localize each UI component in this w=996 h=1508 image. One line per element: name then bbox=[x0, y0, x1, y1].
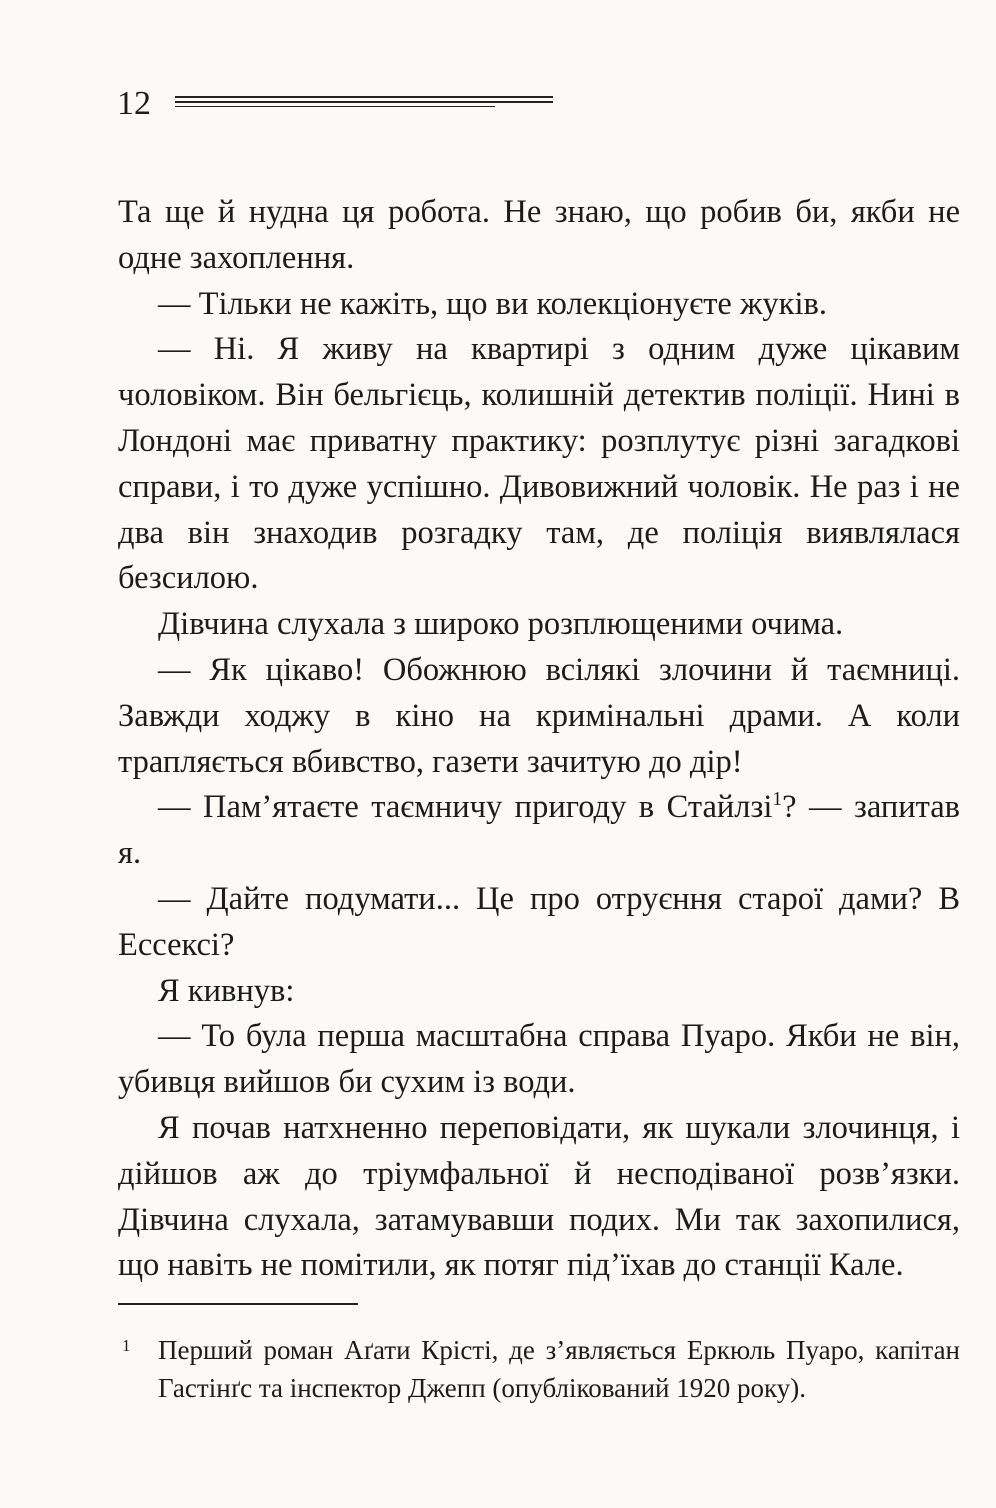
paragraph bbox=[118, 785, 960, 877]
footnote-reference[interactable]: 1 bbox=[772, 789, 783, 811]
paragraph: Дівчина слухала з широко розплющеними очима. bbox=[158, 606, 844, 643]
paragraph: — Як цікаво! Обожнюю всілякі злочини й таємниці. Завжди ходжу в кіно на кримінальні драми. А коли трапляється вбивство, газети зачитую до дір! bbox=[118, 651, 960, 780]
footnote-marker: 1 bbox=[122, 1336, 131, 1355]
page-header bbox=[117, 82, 557, 126]
footnote bbox=[118, 1331, 960, 1407]
paragraph: — Дайте подумати... Це про отруєння старої дами? В Ессексі? bbox=[118, 880, 960, 963]
body-text bbox=[118, 190, 960, 1289]
paragraph-text: ? — запитав я. bbox=[118, 789, 960, 872]
footnote-text: Перший роман Аґати Крісті, де з’являється Еркюль Пуаро, капітан Гастінґс та інспектор Джепп (опублікований 1920 року). bbox=[158, 1335, 960, 1403]
paragraph: Я кивнув: bbox=[158, 972, 295, 1009]
paragraph: Та ще й нудна ця робота. Не знаю, що робив би, якби не одне захоплення. bbox=[118, 194, 960, 276]
paragraph: — Тільки не кажіть, що ви колекціонуєте жуків. bbox=[158, 285, 827, 322]
paragraph-text: — Пам’ятаєте таємничу пригоду в Стайлзі bbox=[158, 789, 773, 826]
paragraph: — То була перша масштабна справа Пуаро. Якби не він, убивця вийшов би сухим із води. bbox=[118, 1018, 960, 1101]
paragraph: — Ні. Я живу на квартирі з одним дуже цікавим чоловіком. Він бельгієць, колишній детектив поліції. Нині в Лондоні має приватну практику: розплутує різні загадкові справи, і то дуже успішно. Дивовижний чоловік. Не раз і не два він знаходив розгадку там, де поліція виявлялася безсилою. bbox=[118, 331, 960, 597]
header-rule bbox=[175, 96, 553, 110]
page-number: 12 bbox=[117, 85, 151, 122]
paragraph: Я почав натхненно переповідати, як шукали злочинця, і дійшов аж до тріумфальної й несподіваної розв’язки. Дівчина слухала, затамувавши подих. Ми так захопилися, що навіть не помітили, як потяг під’їхав до станції Кале. bbox=[118, 1109, 960, 1284]
footnote-separator bbox=[118, 1303, 358, 1305]
